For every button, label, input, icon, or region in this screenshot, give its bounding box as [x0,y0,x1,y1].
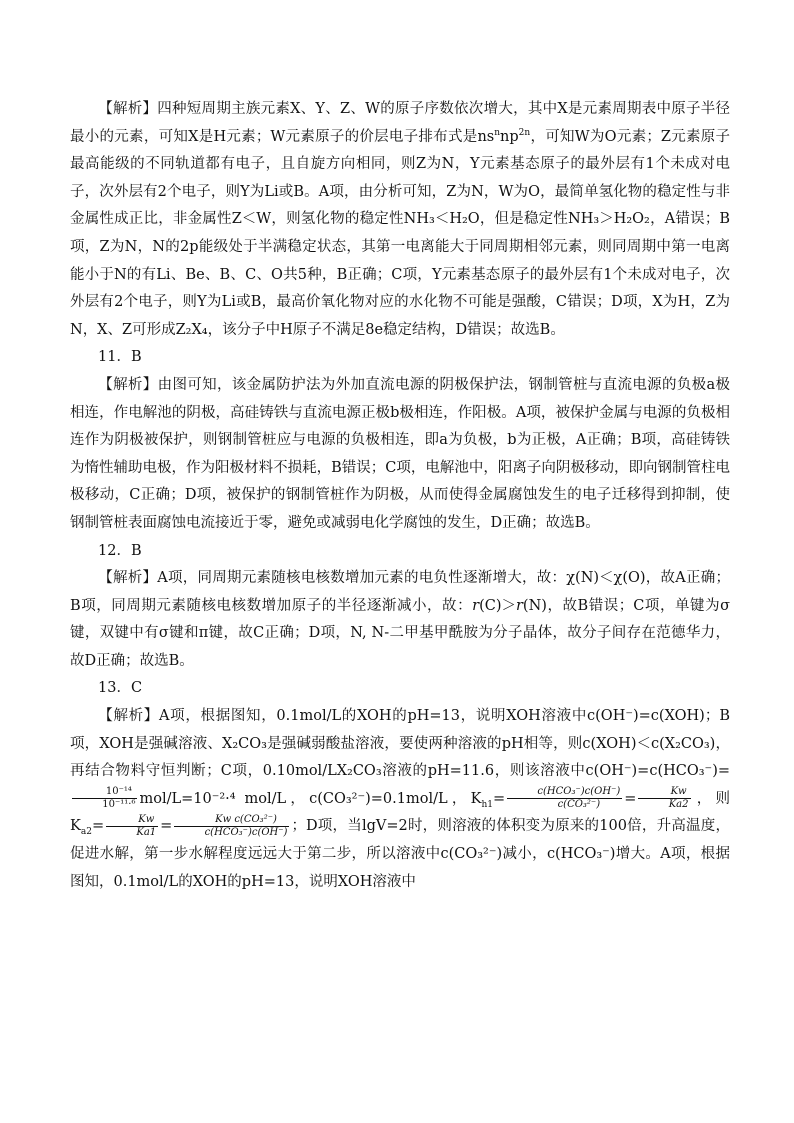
fraction-denominator: Ka1 [136,826,157,838]
analysis-paragraph-q11: 【解析】由图可知，该金属防护法为外加直流电源的阴极保护法，钢制管桩与直流电源的负极a极相连，作电解池的阴极，高硅铸铁与直流电源正极b极相连，作阳极。A项，被保护金属与电源的负极相连作为阴极被保护，则钢制管桩应与电源的负极相连，即a为负极，b为正极，A正确；B项，高硅铸铁为惰性辅助电极，作为阳极材料不损耗，B错误；C项，电解池中，阳离子向阴极移动，即向钢制管柱电极移动，C正确；D项，被保护的钢制管桩作为阴极，从而使得金属腐蚀发生的电子迁移得到抑制，使钢制管桩表面腐蚀电流接近于零，避免或减弱电化学腐蚀的发生，D正确；故选B。 [70,376,730,531]
italic-symbol: r [515,597,523,614]
text-run: 【解析】A项，根据图知，0.1mol/L的XOH的pH=13，说明XOH溶液中c(OH⁻)=c(XOH)；B项，XOH是强碱溶液、X₂CO₃是强碱弱酸盐溶液，要使两种溶液的pH相等，则c(XOH)＜c(X₂CO₃)，再结合物料守恒判断；C项，0.10mol/LX₂CO₃溶液的pH=11.6，则该溶液中c(OH⁻)=c(HCO₃⁻)= [70,708,730,780]
text-run: = [160,818,173,835]
italic-symbol: r [472,597,480,614]
answer-q12: 12．B [98,542,142,559]
text-run: = [624,790,637,807]
fraction [638,786,690,811]
analysis-paragraph-q10 [70,96,730,344]
fraction [174,814,289,839]
fraction-numerator: Kw [106,814,158,827]
answer-q11: 11．B [98,349,142,366]
text-run: (C)＞ [479,597,516,614]
subscript: a2 [80,827,92,838]
text-run: = [91,818,105,835]
subscript: h1 [481,799,493,810]
text-run: ；D项，当lgV=2时，则溶液的体积变为原来的100倍，升高温度，促进水解，第一步水解程度远远大于第二步，所以溶液中c(CO₃²⁻)减小，c(HCO₃⁻)增大。A项，根据图知，0.1mol/L的XOH的pH=13，说明XOH溶液中 [70,818,730,890]
fraction [507,786,622,811]
analysis-paragraph-q12 [70,565,730,675]
fraction [106,814,158,839]
fraction [72,786,137,811]
fraction-numerator: c(HCO₃⁻)c(OH⁻) [507,786,622,799]
text-run: 【解析】A项，同周期元素随核电核数增加元素的电负性逐渐增大，故：χ(N)＜χ(O)，故A正确；B项，同周期元素随核电核数增加原子的半径逐渐减小，故： [70,570,730,614]
text-run: np [500,128,519,145]
text-run: 【解析】四种短周期主族元素X、Y、Z、W的原子序数依次增大，其中X是元素周期表中原子半径最小的元素，可知X是H元素；W元素原子的价层电子排布式是ns [70,101,730,145]
text-run: = [492,790,506,807]
superscript: 2n [518,127,531,138]
answer-q13: 13．C [98,680,143,697]
text-run: mol/L=10⁻²·⁴ mol/L，c(CO₃²⁻)=0.1mol/L，K [139,790,482,807]
analysis-paragraph-q13 [70,703,730,896]
document-page [70,96,730,896]
superscript: n [494,127,501,138]
fraction-denominator: 10⁻¹¹·⁶ [102,799,136,811]
fraction-numerator: Kw [638,786,690,799]
text-run: (N)，故B错误；C项，单键为σ键，双键中有σ键和π键，故C正确；D项，N, N-二甲基甲酰胺为分子晶体，故分子间存在范德华力，故D正确；故选B。 [70,597,730,669]
text-run: ，可知W为O元素；Z元素原子最高能级的不同轨道都有电子，且自旋方向相同，则Z为N，Y元素基态原子的最外层有1个未成对电子，次外层有2个电子，则Y为Li或B。A项，由分析可知，Z为N，W为O，最简单氢化物的稳定性与非金属性成正比，非金属性Z＜W，则氢化物的稳定性NH₃＜H₂O，但是稳定性NH₃＞H₂O₂，A错误；B项，Z为N，N的2p能级处于半满稳定状态，其第一电离能大于同周期相邻元素，则同周期中第一电离能小于N的有Li、Be、B、C、O共5种，B正确；C项，Y元素基态原子的最外层有1个未成对电子，次外层有2个电子，则Y为Li或B，最高价氧化物对应的水化物不可能是强酸，C错误；D项，X为H，Z为N，X、Z可形成Z₂X₄，该分子中H原子不满足8e稳定结构，D错误；故选B。 [70,128,730,338]
fraction-denominator: c(CO₃²⁻) [557,799,601,811]
fraction-denominator: c(HCO₃⁻)c(OH⁻) [204,826,288,838]
fraction-numerator: Kw c(CO₃²⁻) [174,814,289,827]
text-run: ，则K [70,790,730,835]
fraction-denominator: Ka2 [668,799,689,811]
fraction-numerator: 10⁻¹⁴ [72,786,137,799]
